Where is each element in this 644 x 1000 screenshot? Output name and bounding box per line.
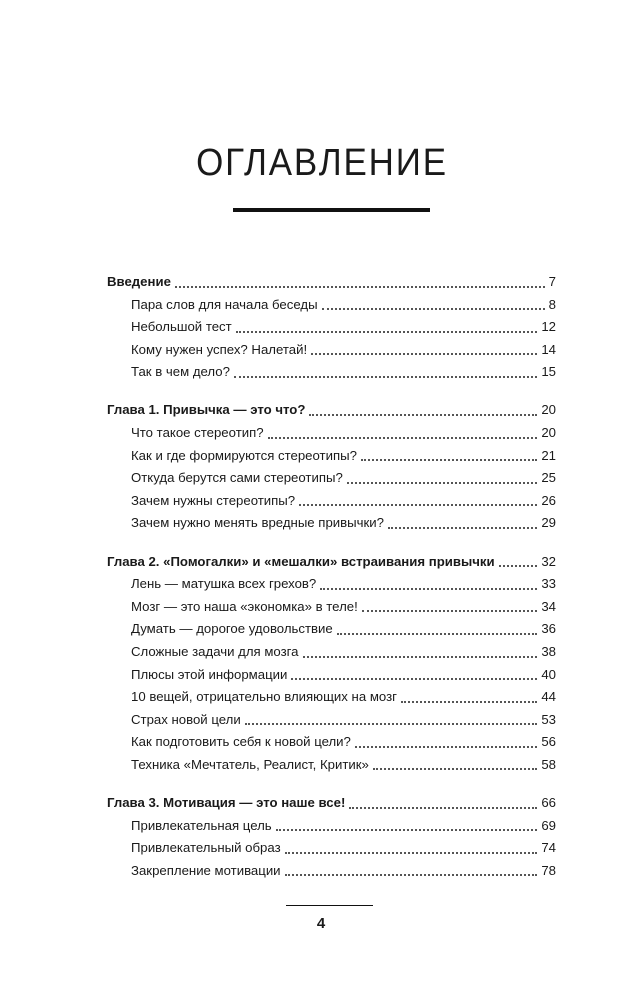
toc-entry[interactable] [107,422,556,445]
toc-entry-label: Глава 2. «Помогалки» и «мешалки» встраивания привычки [107,553,495,569]
toc-entry[interactable] [107,709,556,732]
toc-chapter[interactable] [107,792,556,815]
toc-entry[interactable] [107,490,556,513]
toc-entry-label: Техника «Мечтатель, Реалист, Критик» [131,756,369,772]
toc-chapter[interactable] [107,271,556,294]
toc-leader-dots [337,632,538,635]
toc-leader-dots [347,481,538,484]
toc-entry[interactable] [107,754,556,777]
toc-entry-page: 34 [541,598,556,614]
toc-entry-label: Мозг — это наша «экономка» в теле! [131,598,358,614]
toc-entry-label: Глава 3. Мотивация — это наше все! [107,794,346,810]
toc-entry[interactable] [107,467,556,490]
toc-entry-label: Зачем нужны стереотипы? [131,492,296,508]
toc-entry-page: 32 [541,553,556,569]
toc-leader-dots [322,307,545,310]
toc-leader-dots [349,806,537,809]
toc-entry-page: 26 [541,492,556,508]
toc-leader-dots [309,413,537,416]
toc-entry[interactable] [107,573,556,596]
toc-leader-dots [276,828,538,831]
toc-entry-page: 58 [541,756,556,772]
toc-leader-dots [175,285,545,288]
toc-leader-dots [303,655,538,658]
toc-leader-dots [355,745,537,748]
toc-entry[interactable] [107,731,556,754]
toc-entry-label: Кому нужен успех? Налетай! [131,341,308,357]
toc-entry-page: 74 [541,840,556,856]
toc-leader-dots [299,503,537,506]
toc-entry-page: 14 [541,341,556,357]
toc-entry-label: Пара слов для начала беседы [131,296,318,312]
toc-entry-page: 20 [541,402,556,418]
toc-leader-dots [285,873,538,876]
toc-entry-label: Что такое стереотип? [131,425,264,441]
toc-entry-label: Глава 1. Привычка — это что? [107,402,306,418]
toc-entry-page: 53 [541,711,556,727]
toc-entry-page: 33 [541,576,556,592]
toc-entry[interactable] [107,641,556,664]
toc-entry-page: 38 [541,643,556,659]
toc-entry[interactable] [107,664,556,687]
toc-entry-page: 36 [541,621,556,637]
toc-entry-label: Привлекательная цель [131,817,272,833]
toc-entry-page: 21 [541,447,556,463]
toc-entry-page: 15 [541,364,556,380]
toc-entry-page: 44 [541,689,556,705]
toc-entry[interactable] [107,361,556,384]
toc-leader-dots [245,722,538,725]
toc-leader-dots [311,352,537,355]
footer-rule [286,905,373,906]
toc-entry[interactable] [107,445,556,468]
toc-leader-dots [291,677,537,680]
toc-entry[interactable] [107,860,556,883]
toc-leader-dots [361,458,537,461]
toc-entry-label: Так в чем дело? [131,364,230,380]
toc-entry-label: Страх новой цели [131,711,241,727]
toc-entry-label: 10 вещей, отрицательно влияющих на мозг [131,689,397,705]
toc-entry[interactable] [107,596,556,619]
page-number: 4 [316,915,326,932]
toc-entry-label: Введение [107,274,171,289]
toc-entry-page: 40 [541,666,556,682]
toc-entry-label: Закрепление мотивации [131,862,281,878]
page-title: ОГЛАВЛЕНИЕ [196,142,448,184]
toc-entry[interactable] [107,815,556,838]
toc-entry-page: 7 [548,274,556,289]
toc-entry[interactable] [107,512,556,535]
toc-leader-dots [499,564,538,567]
toc-entry[interactable] [107,316,556,339]
toc-entry-page: 69 [541,817,556,833]
toc-entry-page: 20 [541,425,556,441]
toc-leader-dots [388,526,537,529]
toc-chapter[interactable] [107,551,556,574]
toc-entry-page: 78 [541,862,556,878]
title-underline [233,208,430,212]
toc-leader-dots [373,767,537,770]
toc-leader-dots [236,330,538,333]
toc-entry-page: 12 [541,319,556,335]
toc-entry-page: 66 [541,794,556,810]
toc-entry-label: Небольшой тест [131,319,232,335]
toc-entry[interactable] [107,618,556,641]
toc-entry-page: 25 [541,470,556,486]
toc-leader-dots [362,609,538,612]
toc-entry[interactable] [107,686,556,709]
toc-entry-label: Как подготовить себя к новой цели? [131,734,351,750]
toc-leader-dots [234,375,537,378]
toc-entry-label: Как и где формируются стереотипы? [131,447,357,463]
toc-chapter[interactable] [107,399,556,422]
toc-leader-dots [401,700,537,703]
toc-entry[interactable] [107,837,556,860]
toc-entry-label: Откуда берутся сами стереотипы? [131,470,343,486]
table-of-contents [107,271,556,882]
toc-entry-label: Лень — матушка всех грехов? [131,576,317,592]
toc-entry-page: 56 [541,734,556,750]
toc-entry-label: Зачем нужно менять вредные привычки? [131,515,384,531]
toc-entry-label: Сложные задачи для мозга [131,643,299,659]
toc-entry[interactable] [107,339,556,362]
toc-entry-label: Думать — дорогое удовольствие [131,621,333,637]
toc-entry-page: 8 [548,296,556,312]
toc-leader-dots [268,436,538,439]
toc-entry[interactable] [107,294,556,317]
toc-leader-dots [320,587,537,590]
toc-entry-label: Плюсы этой информации [131,666,288,682]
toc-entry-page: 29 [541,515,556,531]
toc-leader-dots [285,851,538,854]
toc-entry-label: Привлекательный образ [131,840,281,856]
